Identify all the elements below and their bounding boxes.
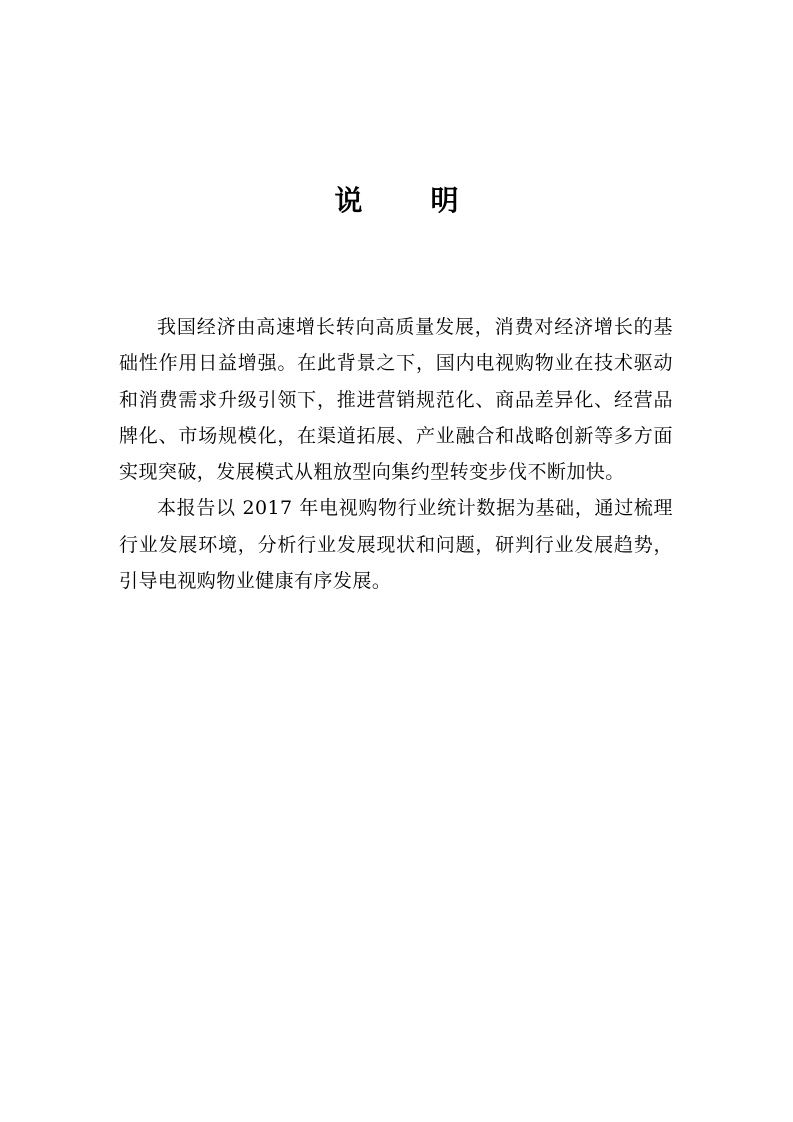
paragraph-2: 本报告以 2017 年电视购物行业统计数据为基础，通过梳理行业发展环境，分析行业发展现状和问题，研判行业发展趋势，引导电视购物业健康有序发展。 [119,497,673,593]
page-title [0,181,793,221]
body-text [119,309,673,599]
paragraph-1: 我国经济由高速增长转向高质量发展，消费对经济增长的基础性作用日益增强。在此背景之下，国内电视购物业在技术驱动和消费需求升级引领下，推进营销规范化、商品差异化、经营品牌化、市场规模化，在渠道拓展、产业融合和战略创新等多方面实现突破，发展模式从粗放型向集约型转变步伐不断加快。 [119,316,673,484]
title-char-1: 说 [334,184,363,217]
title-char-2: 明 [430,184,459,217]
